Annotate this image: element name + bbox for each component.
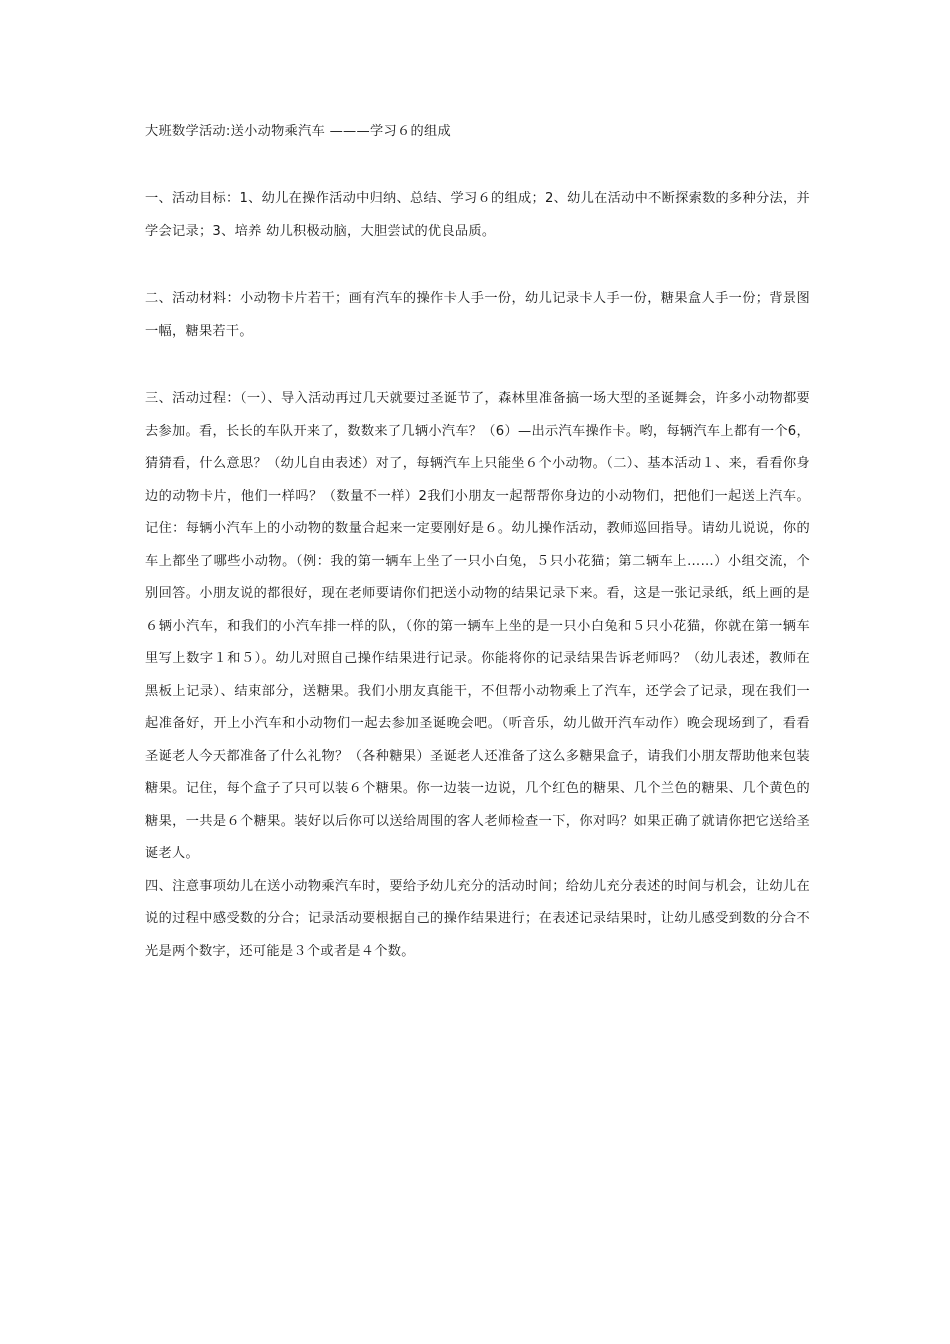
section-materials: 二、活动材料：小动物卡片若干；画有汽车的操作卡人手一份，幼儿记录卡人手一份，糖果盒人手一份；背景图一幅，糖果若干。: [145, 291, 810, 339]
section-notes: 四、注意事项幼儿在送小动物乘汽车时，要给予幼儿充分的活动时间；给幼儿充分表述的时间与机会，让幼儿在说的过程中感受数的分合；记录活动要根据自己的操作结果进行；在表述记录结果时，让幼儿感受到数的分合不光是两个数字，还可能是３个或者是４个数。: [145, 878, 810, 959]
section-goals: 一、活动目标：1、幼儿在操作活动中归纳、总结、学习６的组成；2、幼儿在活动中不断探索数的多种分法，并学会记录；3、培养 幼儿积极动脑，大胆尝试的优良品质。: [145, 191, 810, 239]
section-process: 三、活动过程：（一）、导入活动再过几天就要过圣诞节了，森林里准备搞一场大型的圣诞舞会，许多小动物都要去参加。看，长长的车队开来了，数数来了几辆小汽车？（6）—出示汽车操作卡。哟，每辆汽车上都有一个6，猜猜看，什么意思？（幼儿自由表述）对了，每辆汽车上只能坐６个小动物。（二）、基本活动１、来，看看你身边的动物卡片，他们一样吗？（数量不一样）2我们小朋友一起帮帮你身边的小动物们，把他们一起送上汽车。记住：每辆小汽车上的小动物的数量合起来一定要刚好是６。幼儿操作活动，教师巡回指导。请幼儿说说，你的车上都坐了哪些小动物。（例：我的第一辆车上坐了一只小白兔，５只小花猫；第二辆车上……）小组交流，个别回答。小朋友说的都很好，现在老师要请你们把送小动物的结果记录下来。看，这是一张记录纸，纸上画的是６辆小汽车，和我们的小汽车排一样的队，（你的第一辆车上坐的是一只小白兔和５只小花猫，你就在第一辆车里写上数字１和５）。幼儿对照自己操作结果进行记录。你能将你的记录结果告诉老师吗？（幼儿表述，教师在黑板上记录）、结束部分，送糖果。我们小朋友真能干，不但帮小动物乘上了汽车，还学会了记录，现在我们一起准备好，开上小汽车和小动物们一起去参加圣诞晚会吧。（听音乐，幼儿做开汽车动作）晚会现场到了，看看圣诞老人今天都准备了什么礼物？（各种糖果）圣诞老人还准备了这么多糖果盒子，请我们小朋友帮助他来包装糖果。记住，每个盒子了只可以装６个糖果。你一边装一边说，几个红色的糖果、几个兰色的糖果、几个黄色的糖果，一共是６个糖果。装好以后你可以送给周围的客人老师检查一下，你对吗？如果正确了就请你把它送给圣诞老人。: [145, 391, 810, 861]
document-body: [145, 119, 810, 968]
document-title: 大班数学活动:送小动物乘汽车 ———学习６的组成: [145, 124, 451, 139]
